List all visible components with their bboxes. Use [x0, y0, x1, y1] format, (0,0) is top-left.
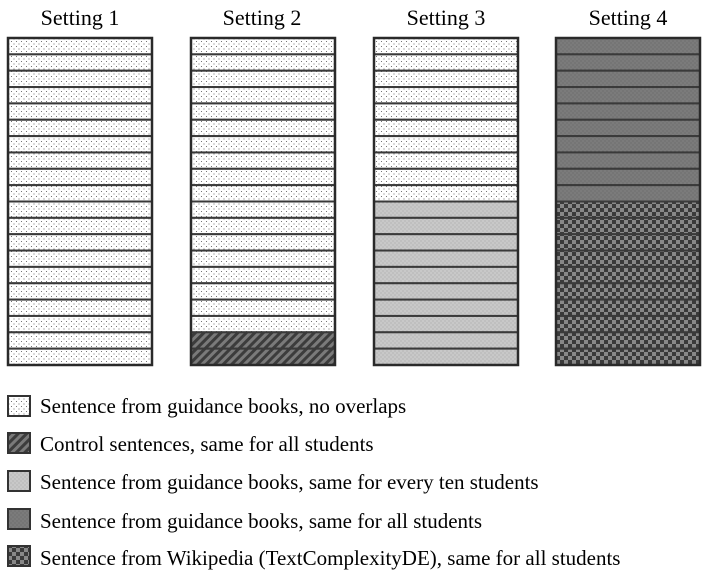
sentence-row [8, 54, 152, 70]
sentence-row [8, 234, 152, 250]
sentence-row [8, 71, 152, 87]
sentence-row [8, 300, 152, 316]
sentence-row [191, 316, 335, 332]
sentence-row [374, 300, 518, 316]
sentence-row [374, 71, 518, 87]
sentence-row [556, 218, 700, 234]
sentence-row [8, 218, 152, 234]
sentence-row [556, 38, 700, 54]
setting-columns [8, 38, 700, 365]
legend-swatch [8, 396, 30, 416]
legend-label: Sentence from Wikipedia (TextComplexityDE), same for all students [40, 546, 621, 570]
sentence-row [191, 87, 335, 103]
sentence-row [191, 71, 335, 87]
sentence-row [374, 87, 518, 103]
sentence-row [191, 202, 335, 218]
sentence-row [374, 38, 518, 54]
sentence-row [191, 103, 335, 119]
sentence-row [556, 332, 700, 348]
legend-swatch [8, 509, 30, 529]
sentence-row [374, 202, 518, 218]
sentence-row [374, 120, 518, 136]
sentence-row [556, 185, 700, 201]
sentence-row [374, 251, 518, 267]
sentence-row [556, 234, 700, 250]
sentence-row [191, 120, 335, 136]
legend-swatch [8, 546, 30, 566]
sentence-row [8, 87, 152, 103]
sentence-row [556, 202, 700, 218]
sentence-row [8, 202, 152, 218]
sentence-row [556, 316, 700, 332]
legend-label: Sentence from guidance books, same for all students [40, 509, 483, 533]
sentence-row [191, 152, 335, 168]
sentence-row [556, 300, 700, 316]
sentence-row [556, 87, 700, 103]
sentence-row [556, 71, 700, 87]
sentence-row [374, 283, 518, 299]
sentence-row [374, 54, 518, 70]
sentence-row [8, 120, 152, 136]
sentence-row [374, 349, 518, 365]
setting-title: Setting 3 [406, 5, 486, 30]
sentence-row [191, 349, 335, 365]
sentence-row [556, 103, 700, 119]
sentence-row [191, 234, 335, 250]
sentence-row [374, 103, 518, 119]
sentence-row [556, 283, 700, 299]
sentence-row [374, 267, 518, 283]
sentence-row [191, 38, 335, 54]
sentence-row [191, 54, 335, 70]
sentence-row [191, 300, 335, 316]
sentence-row [556, 120, 700, 136]
sentence-row [191, 251, 335, 267]
sentence-row [191, 267, 335, 283]
sentence-row [8, 169, 152, 185]
legend-label: Sentence from guidance books, same for every ten students [40, 470, 539, 494]
sentence-row [374, 316, 518, 332]
sentence-row [8, 349, 152, 365]
sentence-row [8, 38, 152, 54]
legend [8, 394, 620, 570]
sentence-row [8, 251, 152, 267]
sentence-row [556, 54, 700, 70]
sentence-row [8, 316, 152, 332]
sentence-row [191, 136, 335, 152]
sentence-row [556, 169, 700, 185]
sentence-row [374, 136, 518, 152]
sentence-row [191, 169, 335, 185]
sentence-row [556, 136, 700, 152]
sentence-row [374, 234, 518, 250]
setting-title: Setting 4 [588, 5, 668, 30]
sentence-row [556, 267, 700, 283]
sentence-row [191, 332, 335, 348]
sentence-row [8, 152, 152, 168]
sentence-row [8, 267, 152, 283]
sentence-row [374, 152, 518, 168]
sentence-row [556, 152, 700, 168]
sentence-row [556, 349, 700, 365]
sentence-row [556, 251, 700, 267]
legend-swatch [8, 471, 30, 491]
sentence-row [191, 185, 335, 201]
sentence-row [374, 218, 518, 234]
sentence-row [8, 185, 152, 201]
sentence-row [8, 332, 152, 348]
setting-title: Setting 2 [222, 5, 302, 30]
sentence-row [191, 283, 335, 299]
sentence-row [8, 283, 152, 299]
legend-label: Control sentences, same for all students [40, 432, 374, 456]
sentence-row [374, 332, 518, 348]
sentence-row [8, 103, 152, 119]
sentence-row [8, 136, 152, 152]
sentence-row [191, 218, 335, 234]
legend-swatch [8, 433, 30, 453]
setting-title: Setting 1 [40, 5, 120, 30]
sentence-row [374, 185, 518, 201]
sentence-row [374, 169, 518, 185]
legend-label: Sentence from guidance books, no overlaps [40, 394, 407, 418]
